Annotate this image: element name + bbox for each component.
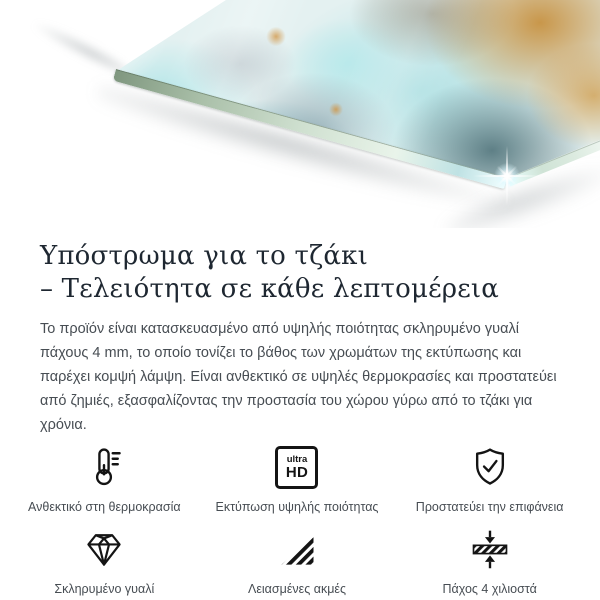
diamond-icon: [82, 525, 126, 571]
feature-label: Εκτύπωση υψηλής ποιότητας: [215, 500, 379, 514]
product-copy: [0, 240, 600, 437]
feature-thickness: [393, 525, 586, 597]
feature-label: Σκληρυμένο γυαλί: [54, 582, 155, 596]
thickness-icon: [468, 525, 512, 571]
glass-reflection: [0, 0, 600, 228]
feature-label: Ανθεκτικό στη θερμοκρασία: [28, 500, 181, 514]
features-grid: [0, 443, 600, 597]
feature-polished-edges: [201, 525, 394, 597]
feature-temperature: [8, 443, 201, 515]
ultra-hd-icon: [275, 443, 318, 489]
glass-panel: [0, 0, 600, 228]
product-image: [0, 0, 600, 228]
shield-check-icon: [468, 443, 512, 489]
product-description: Το προϊόν είναι κατασκευασμένο από υψηλής ποιότητας σκληρυμένο γυαλί πάχους 4 mm, το οποίο τονίζει το βάθος των χρωμάτων της εκτύπωσης και παρέχει κομψή λάμψη. Είναι ανθεκτικό σε υψηλές θερμοκρασίες και προστατεύει από ζημιές, εξασφαλίζοντας την προστασία του χώρου γύρω από το τζάκι για χρόνια.: [40, 321, 557, 433]
feature-label: Λειασμένες ακμές: [247, 582, 346, 596]
feature-label: Προστατεύει την επιφάνεια: [415, 500, 564, 514]
ultra-hd-icon-text-bottom: HD: [285, 464, 309, 481]
feature-label: Πάχος 4 χιλιοστά: [442, 582, 537, 596]
thermometer-icon: [82, 443, 126, 489]
polished-edges-icon: [275, 525, 319, 571]
feature-surface-protection: [393, 443, 586, 515]
ultra-hd-icon-text-top: ultra: [286, 454, 308, 465]
title-line-2: – Τελειότητα σε κάθε λεπτομέρεια: [40, 274, 500, 304]
page-title: [40, 240, 560, 306]
feature-tempered-glass: [8, 525, 201, 597]
title-line-1: Υπόστρωμα για το τζάκι: [40, 241, 368, 271]
feature-print-quality: [201, 443, 394, 515]
